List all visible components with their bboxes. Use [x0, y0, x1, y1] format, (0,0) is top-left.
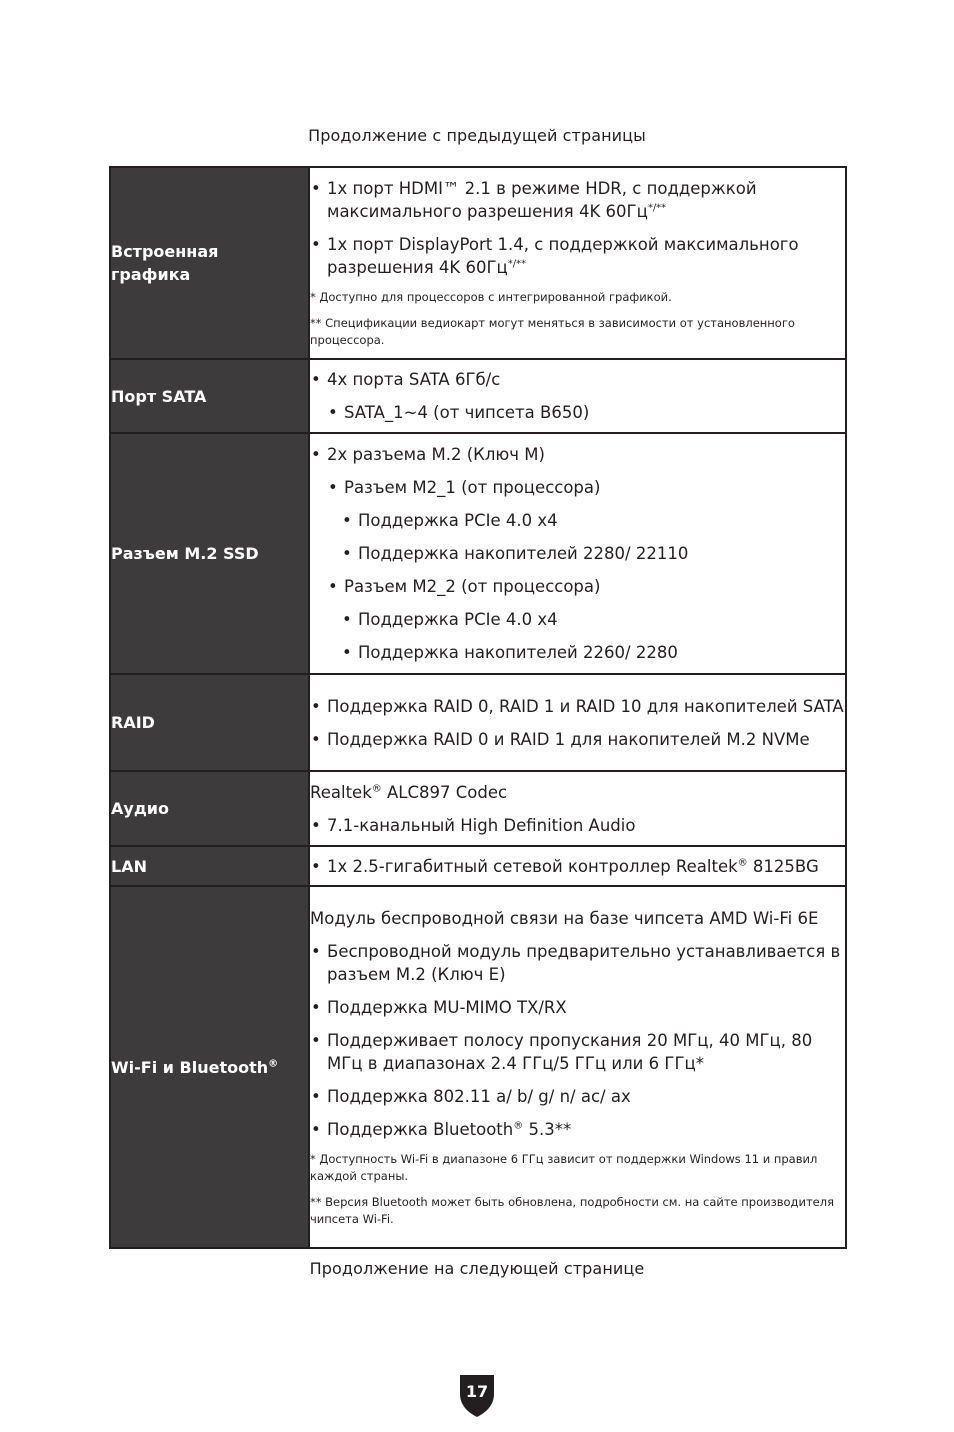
table-row-raid — [110, 674, 846, 771]
table-row-lan — [110, 846, 846, 886]
row-content-raid — [309, 674, 846, 771]
row-label-wifi: Wi-Fi и Bluetooth® — [110, 886, 309, 1248]
specifications-table — [109, 166, 847, 1249]
row-content-lan — [309, 846, 846, 886]
footnote: * Доступно для процессоров с интегрированной графикой. — [310, 290, 672, 304]
row-label-graphics — [110, 167, 309, 359]
codec-text: Realtek® ALC897 Codec — [310, 782, 508, 802]
row-label-line: графика — [111, 265, 191, 284]
list-item: • 4x порта SATA 6Гб/с — [310, 368, 845, 391]
table-row-audio — [110, 771, 846, 846]
list-item: • Беспроводной модуль предварительно устанавливается в разъем M.2 (Ключ E) — [310, 940, 845, 986]
row-label-line: Встроенная — [111, 242, 219, 261]
wifi-module-text: Модуль беспроводной связи на базе чипсета AMD Wi-Fi 6E — [310, 908, 819, 928]
list-item: • Разъем M2_2 (от процессора) — [327, 575, 845, 598]
list-item: • Поддержка накопителей 2260/ 2280 — [341, 641, 845, 664]
row-label-audio: Аудио — [110, 771, 309, 846]
list-item: • SATA_1~4 (от чипсета B650) — [327, 401, 845, 424]
list-item: • Поддержка RAID 0 и RAID 1 для накопителей M.2 NVMe — [310, 728, 845, 751]
row-content-wifi — [309, 886, 846, 1248]
list-item: • Поддержка MU-MIMO TX/RX — [310, 996, 845, 1019]
row-content-audio — [309, 771, 846, 846]
row-content-graphics — [309, 167, 846, 359]
list-item: • Поддерживает полосу пропускания 20 МГц, 40 МГц, 80 МГц в диапазонах 2.4 ГГц/5 ГГц или 6 ГГц* — [310, 1029, 845, 1075]
row-content-m2 — [309, 433, 846, 674]
list-item: • Поддержка PCIe 4.0 x4 — [341, 608, 845, 631]
list-item: • Поддержка RAID 0, RAID 1 и RAID 10 для накопителей SATA — [310, 695, 845, 718]
list-item: • 1x порт DisplayPort 1.4, с поддержкой максимального разрешения 4K 60Гц*/** — [310, 233, 845, 279]
list-item: • 1x порт HDMI™ 2.1 в режиме HDR, с поддержкой максимального разрешения 4K 60Гц*/** — [310, 177, 845, 223]
footnote: ** Версия Bluetooth может быть обновлена, подробности см. на сайте производителя чипсета Wi-Fi. — [310, 1194, 835, 1226]
footnote: * Доступность Wi-Fi в диапазоне 6 ГГц зависит от поддержки Windows 11 и правил каждой страны. — [310, 1151, 818, 1183]
list-item: • 1x 2.5-гигабитный сетевой контроллер Realtek® 8125BG — [310, 855, 845, 878]
list-item: • Поддержка 802.11 a/ b/ g/ n/ ac/ ax — [310, 1085, 845, 1108]
table-row-sata — [110, 359, 846, 433]
row-content-sata — [309, 359, 846, 433]
list-item: • Поддержка PCIe 4.0 x4 — [341, 509, 845, 532]
table-row-graphics — [110, 167, 846, 359]
continued-from-previous-page: Продолжение с предыдущей страницы — [308, 126, 646, 145]
list-item: • 2x разъема M.2 (Ключ M) — [310, 443, 845, 466]
list-item: • Разъем M2_1 (от процессора) — [327, 476, 845, 499]
list-item: • Поддержка Bluetooth® 5.3** — [310, 1118, 845, 1141]
row-label-raid: RAID — [110, 674, 309, 771]
row-label-sata: Порт SATA — [110, 359, 309, 433]
page-number: 17 — [465, 1382, 489, 1401]
footnote: ** Спецификации ведиокарт могут меняться в зависимости от установленного процессора. — [310, 316, 795, 347]
list-item: • 7.1-канальный High Definition Audio — [310, 814, 845, 837]
row-label-m2: Разъем M.2 SSD — [110, 433, 309, 674]
table-row-m2 — [110, 433, 846, 674]
continued-on-next-page: Продолжение на следующей странице — [309, 1259, 645, 1278]
row-label-lan: LAN — [110, 846, 309, 886]
list-item: • Поддержка накопителей 2280/ 22110 — [341, 542, 845, 565]
table-row-wifi — [110, 886, 846, 1248]
